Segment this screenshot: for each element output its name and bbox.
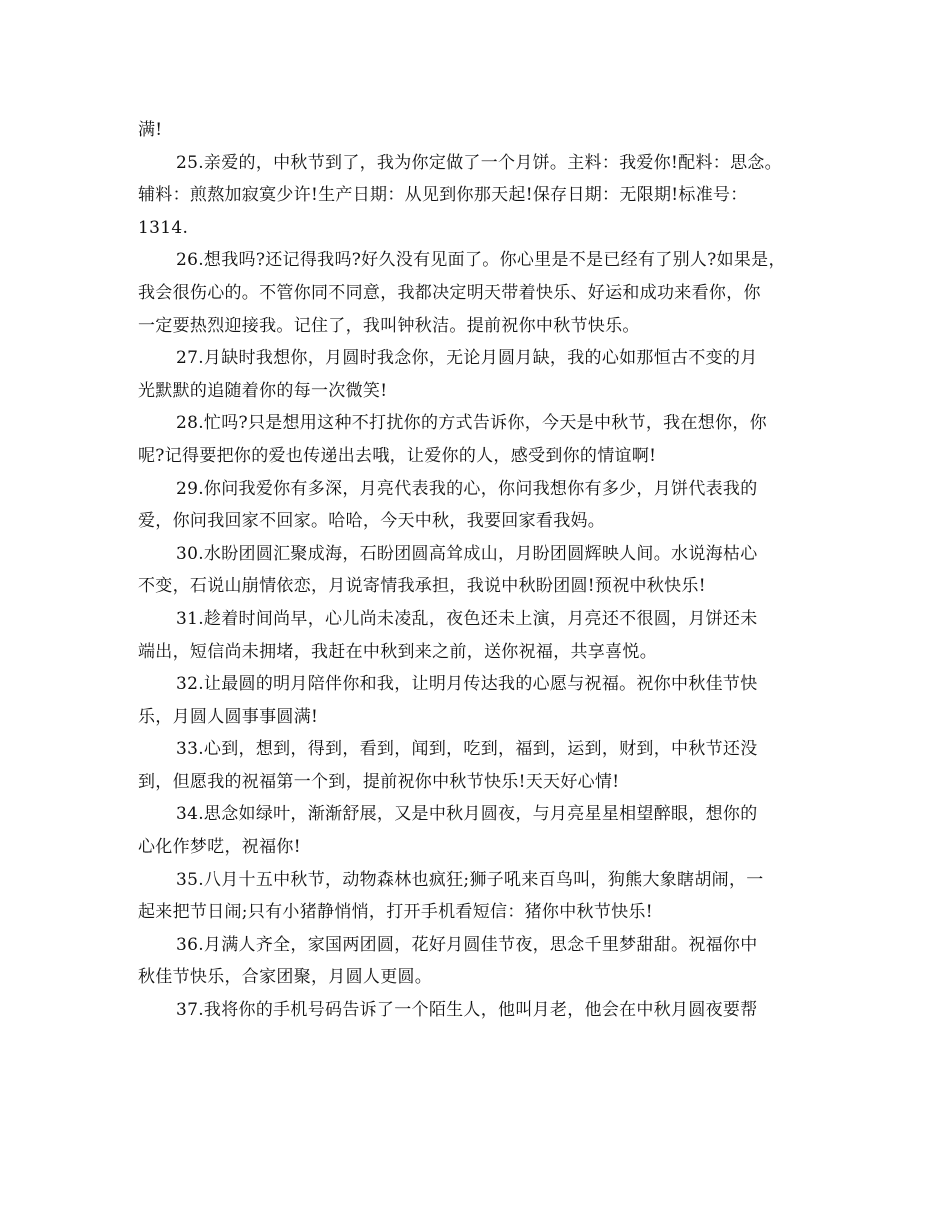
text-line: 乐，月圆人圆事事圆满! bbox=[138, 706, 319, 727]
document-body bbox=[138, 114, 818, 1027]
text-line: 光默默的追随着你的每一次微笑! bbox=[138, 380, 388, 401]
text-line: 秋佳节快乐，合家团聚，月圆人更圆。 bbox=[138, 967, 433, 988]
text-line: 30.水盼团圆汇聚成海，石盼团圆高耸成山，月盼团圆辉映人间。水说海枯心 bbox=[176, 543, 758, 564]
text-line: 26.想我吗?还记得我吗?好久没有见面了。你心里是不是已经有了别人?如果是， bbox=[176, 250, 786, 271]
text-line: 28.忙吗?只是想用这种不打扰你的方式告诉你，今天是中秋节，我在想你，你 bbox=[176, 413, 767, 434]
text-line: 32.让最圆的明月陪伴你和我，让明月传达我的心愿与祝福。祝你中秋佳节快 bbox=[176, 674, 758, 695]
text-line: 31.趁着时间尚早，心儿尚未凌乱，夜色还未上演，月亮还不很圆，月饼还未 bbox=[176, 608, 758, 629]
text-line: 一定要热烈迎接我。记住了，我叫钟秋洁。提前祝你中秋节快乐。 bbox=[138, 315, 640, 336]
text-line: 1314. bbox=[138, 217, 189, 238]
text-line: 满! bbox=[138, 120, 163, 140]
text-line: 爱，你问我回家不回家。哈哈，今天中秋，我要回家看我妈。 bbox=[138, 511, 606, 532]
text-line: 33.心到，想到，得到，看到，闻到，吃到，福到，运到，财到，中秋节还没 bbox=[176, 739, 758, 760]
text-line: 不变，石说山崩情依恋，月说寄情我承担，我说中秋盼团圆!预祝中秋快乐! bbox=[138, 576, 706, 597]
text-line: 35.八月十五中秋节，动物森林也疯狂;狮子吼来百鸟叫，狗熊大象瞎胡闹，一 bbox=[176, 869, 764, 890]
text-line: 34.思念如绿叶，渐渐舒展，又是中秋月圆夜，与月亮星星相望醉眼，想你的 bbox=[176, 804, 758, 825]
text-line: 到，但愿我的祝福第一个到，提前祝你中秋节快乐!天天好心情! bbox=[138, 771, 620, 792]
text-line: 27.月缺时我想你，月圆时我念你，无论月圆月缺，我的心如那恒古不变的月 bbox=[176, 348, 758, 369]
text-line: 呢?记得要把你的爱也传递出去哦，让爱你的人，感受到你的情谊啊! bbox=[138, 445, 657, 466]
text-line: 起来把节日闹;只有小猪静悄悄，打开手机看短信：猪你中秋节快乐! bbox=[138, 902, 653, 923]
text-line: 37.我将你的手机号码告诉了一个陌生人，他叫月老，他会在中秋月圆夜要帮 bbox=[176, 1000, 758, 1021]
text-line: 25.亲爱的，中秋节到了，我为你定做了一个月饼。主料：我爱你!配料：思念。 bbox=[176, 152, 782, 173]
text-line: 端出，短信尚未拥堵，我赶在中秋到来之前，送你祝福，共享喜悦。 bbox=[138, 641, 657, 662]
text-line: 辅料：煎熬加寂寞少许!生产日期：从见到你那天起!保存日期：无限期!标准号： bbox=[138, 185, 748, 206]
text-line: 我会很伤心的。不管你同不同意，我都决定明天带着快乐、好运和成功来看你，你 bbox=[138, 282, 761, 303]
text-line: 29.你问我爱你有多深，月亮代表我的心，你问我想你有多少，月饼代表我的 bbox=[176, 478, 758, 499]
text-line: 心化作梦呓，祝福你! bbox=[138, 837, 301, 858]
text-line: 36.月满人齐全，家国两团圆，花好月圆佳节夜，思念千里梦甜甜。祝福你中 bbox=[176, 934, 758, 955]
